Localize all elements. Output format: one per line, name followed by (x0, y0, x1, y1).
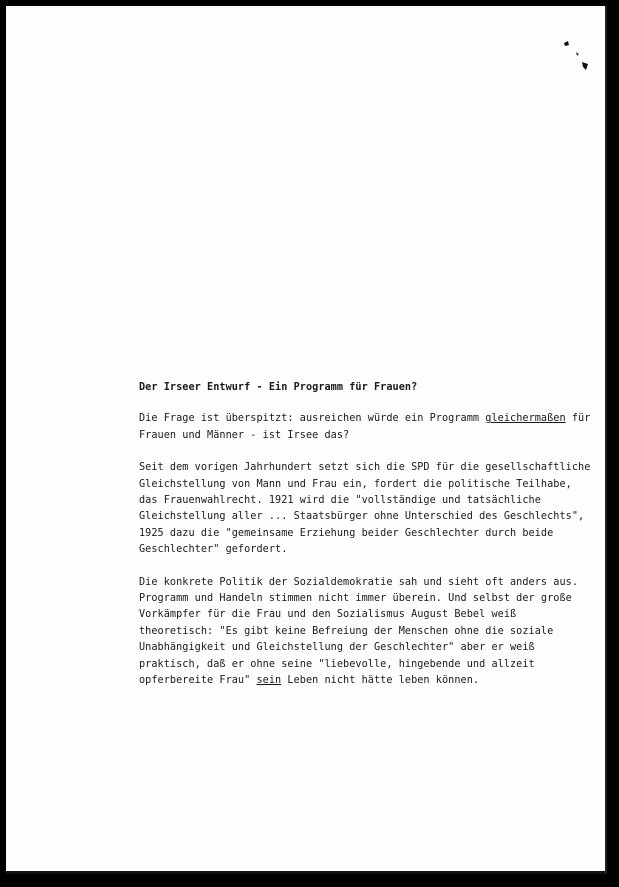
text-segment: Die Frage ist überspitzt: ausreichen würde ein Programm (139, 413, 486, 425)
text-segment: Geschlechter" gefordert. (139, 544, 288, 556)
text-segment: Leben nicht hätte leben können. (281, 675, 480, 687)
page-edge (6, 871, 605, 874)
document-paragraphs (139, 411, 591, 689)
text-segment: Gleichstellung aller ... Staatsbürger ohne Unterschied des Geschlechts", (139, 511, 585, 523)
text-segment: Seit dem vorigen Jahrhundert setzt sich die SPD für die gesellschaftliche (139, 462, 591, 474)
text-segment: für (565, 413, 591, 425)
paragraph (139, 575, 579, 690)
document-heading: Der Irseer Entwurf - Ein Programm für Frauen? (139, 382, 418, 393)
document-page (6, 6, 607, 874)
text-line (139, 657, 579, 673)
text-line (139, 624, 579, 640)
underlined-word: sein (256, 675, 282, 687)
text-segment: Die konkrete Politik der Sozialdemokratie sah und sieht oft anders aus. (139, 576, 579, 588)
text-line (139, 526, 579, 542)
text-line (139, 575, 579, 591)
text-segment: Frauen und Männer - ist Irsee das? (139, 429, 350, 441)
text-line (139, 493, 579, 509)
text-line (139, 509, 585, 525)
text-segment: opferbereite Frau" (139, 675, 257, 687)
text-segment: Programm und Handeln stimmen nicht immer überein. Und selbst der große (139, 593, 572, 605)
underlined-word: gleichermaßen (485, 413, 566, 425)
text-line (139, 591, 579, 607)
text-segment: das Frauenwahlrecht. 1921 wird die "vollständige und tatsächliche (139, 495, 541, 507)
scan-mark-icon (562, 40, 592, 74)
text-line (139, 640, 579, 656)
text-line (139, 411, 591, 427)
document-body (139, 380, 591, 706)
text-segment: Gleichstellung von Mann und Frau ein, fordert die politische Teilhabe, (139, 478, 572, 490)
text-line (139, 460, 591, 476)
text-line (139, 477, 579, 493)
paragraph (139, 460, 591, 558)
text-line (139, 607, 579, 623)
paragraph (139, 411, 591, 444)
text-line (139, 428, 579, 444)
text-segment: praktisch, daß er ohne seine "liebevolle, hingebende und allzeit (139, 658, 535, 670)
text-segment: theoretisch: "Es gibt keine Befreiung der Menschen ohne die soziale (139, 625, 554, 637)
text-segment: Vorkämpfer für die Frau und den Sozialismus August Bebel weiß (139, 609, 517, 621)
text-segment: Unabhängigkeit und Gleichstellung der Geschlechter" aber er weiß (139, 642, 535, 654)
text-line (139, 542, 579, 558)
text-segment: 1925 dazu die "gemeinsame Erziehung beider Geschlechter durch beide (139, 527, 554, 539)
text-line (139, 673, 579, 689)
